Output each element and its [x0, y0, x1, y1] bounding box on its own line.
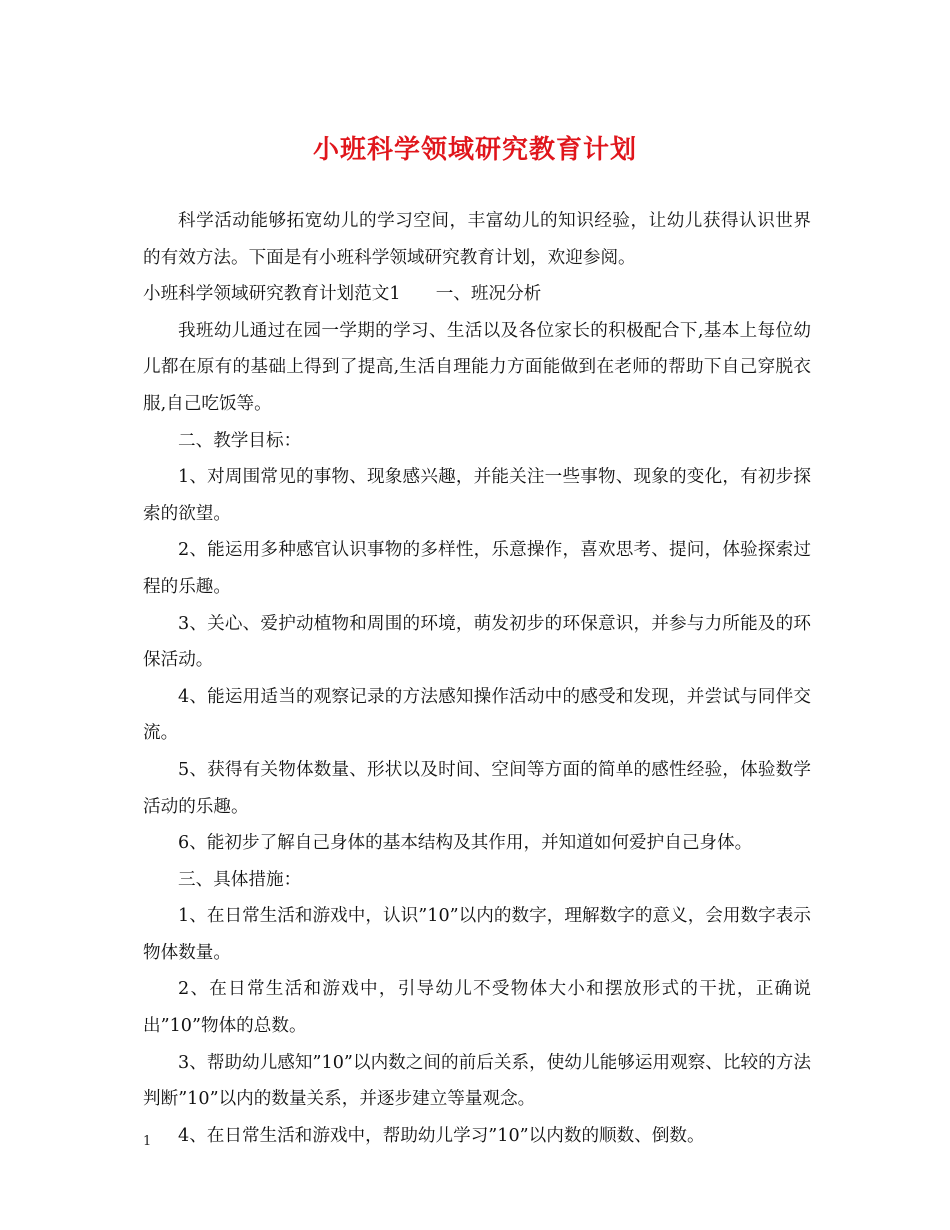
goal-item: 3、关心、爱护动植物和周围的环境，萌发初步的环保意识，并参与力所能及的环保活动。 — [143, 613, 811, 671]
measure-item: 2、在日常生活和游戏中，引导幼儿不受物体大小和摆放形式的干扰，正确说出”10”物体的总数。 — [143, 979, 811, 1037]
goal-item: 2、能运用多种感官认识事物的多样性，乐意操作，喜欢思考、提问，体验探索过程的乐趣。 — [143, 540, 811, 597]
intro-paragraph: 科学活动能够拓宽幼儿的学习空间，丰富幼儿的知识经验，让幼儿获得认识世界的有效方法。下面是有小班科学领域研究教育计划，欢迎参阅。 — [143, 211, 811, 268]
document-body — [143, 203, 811, 1154]
measures-heading: 三、具体措施： — [178, 869, 302, 890]
measure-item: 1、在日常生活和游戏中，认识”10”以内的数字，理解数字的意义，会用数字表示物体数量。 — [143, 906, 811, 963]
class-analysis-paragraph: 我班幼儿通过在园一学期的学习、生活以及各位家长的积极配合下,基本上每位幼儿都在原有的基础上得到了提高,生活自理能力方面能做到在老师的帮助下自己穿脱衣服,自己吃饭等。 — [143, 320, 811, 414]
teaching-goals-heading: 二、教学目标： — [178, 430, 302, 451]
goal-item: 4、能运用适当的观察记录的方法感知操作活动中的感受和发现，并尝试与同伴交流。 — [143, 686, 811, 744]
measure-item: 4、在日常生活和游戏中，帮助幼儿学习”10”以内数的顺数、倒数。 — [178, 1125, 705, 1146]
goal-item: 1、对周围常见的事物、现象感兴趣，并能关注一些事物、现象的变化，有初步探索的欲望。 — [143, 467, 811, 524]
page-number: 1 — [143, 1134, 152, 1149]
measure-item: 3、帮助幼儿感知”10”以内数之间的前后关系，使幼儿能够运用观察、比较的方法判断”10”以内的数量关系，并逐步建立等量观念。 — [143, 1052, 811, 1110]
goal-item: 6、能初步了解自己身体的基本结构及其作用，并知道如何爱护自己身体。 — [178, 833, 753, 854]
section-heading-class-analysis: 小班科学领域研究教育计划范文1 一、班况分析 — [143, 284, 542, 305]
document-title: 小班科学领域研究教育计划 — [312, 135, 637, 165]
goal-item: 5、获得有关物体数量、形状以及时间、空间等方面的简单的感性经验，体验数学活动的乐趣。 — [143, 759, 811, 817]
